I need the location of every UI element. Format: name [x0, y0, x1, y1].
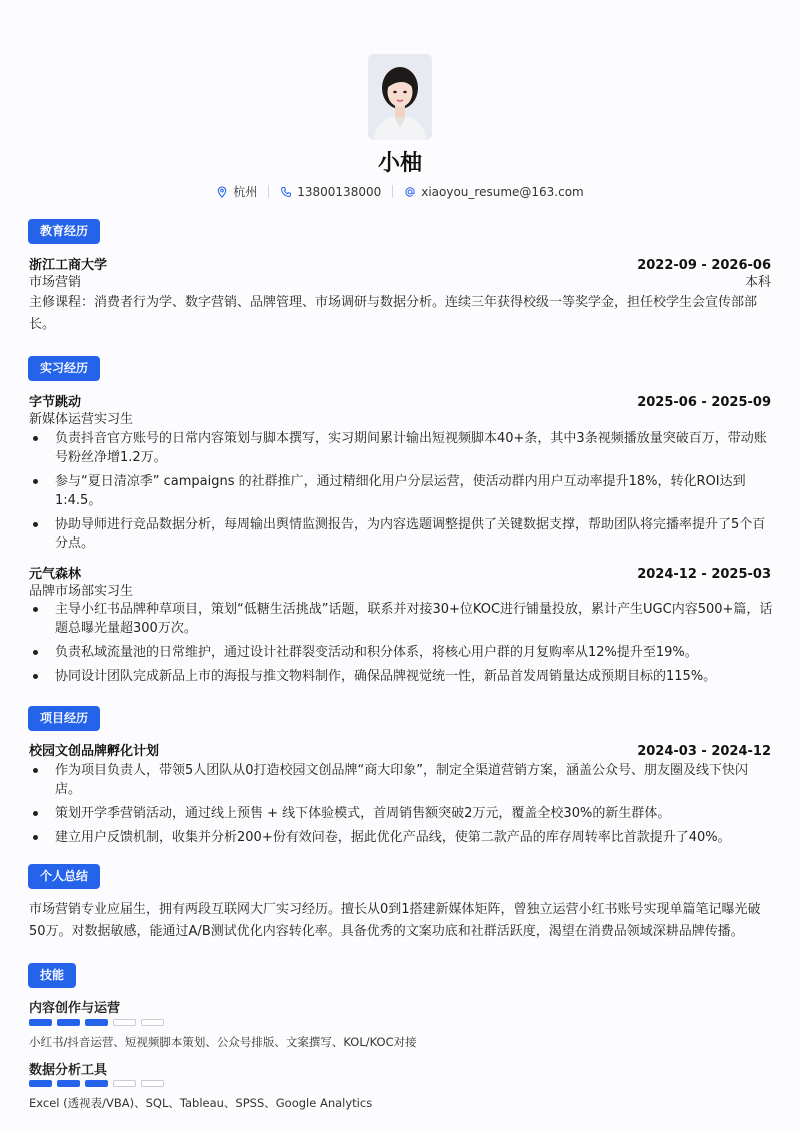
avatar-portrait-icon — [368, 54, 432, 140]
skill-level-filled — [85, 1019, 108, 1026]
skill-level-filled — [57, 1019, 80, 1026]
bullet-text: 建立用户反馈机制，收集并分析200+份有效问卷，据此优化产品线，使第二款产品的库存周转率比首款提升了40%。 — [55, 830, 731, 845]
internship-date: 2025-06 - 2025-09 — [637, 395, 771, 410]
bullet-text: 协助导师进行竞品数据分析，每周输出舆情监测报告，为内容选题调整提供了关键数据支撑，帮助团队将完播率提升了5个百分点。 — [55, 517, 766, 551]
section-badge-education: 教育经历 — [28, 219, 100, 244]
bullet-dot-icon — [33, 479, 38, 484]
contact-phone — [280, 185, 381, 199]
school-name: 浙江工商大学 — [29, 258, 108, 273]
section-badge-projects: 项目经历 — [28, 706, 100, 731]
project-name: 校园文创品牌孵化计划 — [29, 744, 160, 759]
section-badge-summary: 个人总结 — [28, 864, 100, 889]
summary-line: 市场营销专业应届生，拥有两段互联网大厂实习经历。擅长从0到1搭建新媒体矩阵，曾独立运营小红书账号实现单篇笔记曝光破 — [29, 902, 761, 917]
list-item — [29, 804, 773, 823]
at-sign-icon — [404, 186, 416, 198]
bullet-text: 负责私域流量池的日常维护，通过设计社群裂变活动和积分体系，将核心用户群的月复购率从12%提升至19%。 — [55, 645, 698, 660]
list-item — [29, 472, 773, 510]
internship-header — [29, 391, 771, 410]
internship-bullets — [29, 600, 773, 691]
location-pin-icon — [216, 186, 228, 198]
bullet-dot-icon — [33, 674, 38, 679]
bullet-dot-icon — [33, 436, 38, 441]
bullet-dot-icon — [33, 835, 38, 840]
project-date: 2024-03 - 2024-12 — [637, 744, 771, 759]
skill-level-empty — [141, 1080, 164, 1087]
section-badge-internships: 实习经历 — [28, 356, 100, 381]
phone-text: 13800138000 — [297, 184, 382, 199]
list-item — [29, 515, 773, 553]
contact-bar — [0, 183, 800, 200]
summary-text — [29, 899, 773, 943]
degree: 本科 — [744, 275, 771, 290]
project-bullets — [29, 761, 773, 852]
skill-level-filled — [57, 1080, 80, 1087]
email-text: xiaoyou_resume@163.com — [421, 184, 584, 199]
bullet-text: 负责抖音官方账号的日常内容策划与脚本撰写，实习期间累计输出短视频脚本40+条，其中3条视频播放量突破百万，带动账号粉丝净增1.2万。 — [55, 431, 767, 465]
skill-detail: 小红书/抖音运营、短视频脚本策划、公众号排版、文案撰写、KOL/KOC对接 — [29, 1035, 417, 1049]
list-item — [29, 828, 773, 847]
divider — [268, 185, 269, 198]
education-subheader — [29, 271, 771, 290]
skill-name: 数据分析工具 — [29, 1063, 108, 1078]
company-name: 元气森林 — [29, 567, 82, 582]
skill-name: 内容创作与运营 — [29, 1001, 121, 1016]
skill-level-filled — [85, 1080, 108, 1087]
education-date: 2022-09 - 2026-06 — [637, 258, 771, 273]
project-header — [29, 740, 771, 759]
skill-level-empty — [141, 1019, 164, 1026]
bullet-text: 主导小红书品牌种草项目，策划“低糖生活挑战”话题，联系并对接30+位KOC进行铺量投放，累计产生UGC内容500+篇，话题总曝光量超300万次。 — [55, 602, 773, 636]
major: 市场营销 — [29, 275, 82, 290]
skill-level-empty — [113, 1080, 136, 1087]
internship-date: 2024-12 - 2025-03 — [637, 567, 771, 582]
section-badge-skills: 技能 — [28, 963, 76, 988]
internship-role: 品牌市场部实习生 — [29, 584, 134, 599]
skill-level-filled — [29, 1080, 52, 1087]
bullet-text: 协同设计团队完成新品上市的海报与推文物料制作，确保品牌视觉统一性，新品首发周销量达成预期目标的115%。 — [55, 669, 717, 684]
phone-icon — [280, 186, 292, 198]
education-description — [29, 292, 773, 336]
bullet-dot-icon — [33, 522, 38, 527]
contact-email — [404, 185, 584, 199]
skill-detail: Excel (透视表/VBA)、SQL、Tableau、SPSS、Google Analytics — [29, 1096, 373, 1110]
internship-header — [29, 563, 771, 582]
education-desc-line: 主修课程：消费者行为学、数字营销、品牌管理、市场调研与数据分析。连续三年获得校级一等奖学金，担任校学生会宣传部部 — [29, 295, 758, 310]
company-name: 字节跳动 — [29, 395, 82, 410]
internship-bullets — [29, 429, 773, 558]
education-desc-line: 长。 — [29, 317, 56, 332]
bullet-dot-icon — [33, 768, 38, 773]
list-item — [29, 643, 773, 662]
list-item — [29, 429, 773, 467]
bullet-text: 作为项目负责人，带领5人团队从0打造校园文创品牌“商大印象”，制定全渠道营销方案，涵盖公众号、朋友圈及线下快闪店。 — [55, 763, 749, 797]
skill-level-filled — [29, 1019, 52, 1026]
list-item — [29, 667, 773, 686]
divider — [392, 185, 393, 198]
list-item — [29, 600, 773, 638]
internship-role: 新媒体运营实习生 — [29, 412, 134, 427]
location-text: 杭州 — [233, 185, 258, 199]
bullet-dot-icon — [33, 811, 38, 816]
candidate-name: 小柚 — [377, 151, 422, 176]
avatar — [368, 54, 432, 140]
skill-level-meter — [29, 1080, 164, 1087]
bullet-text: 策划开学季营销活动，通过线上预售 + 线下体验模式，首周销售额突破2万元，覆盖全校30%的新生群体。 — [55, 806, 671, 821]
skill-level-empty — [113, 1019, 136, 1026]
bullet-dot-icon — [33, 650, 38, 655]
list-item — [29, 761, 773, 799]
bullet-text: 参与“夏日清凉季” campaigns 的社群推广，通过精细化用户分层运营，使活动群内用户互动率提升18%，转化ROI达到1:4.5。 — [55, 474, 746, 508]
contact-location — [216, 183, 257, 200]
summary-line: 50万。对数据敏感，能通过A/B测试优化内容转化率。具备优秀的文案功底和社群活跃度，渴望在消费品领域深耕品牌传播。 — [29, 924, 744, 939]
bullet-dot-icon — [33, 607, 38, 612]
skill-level-meter — [29, 1019, 164, 1026]
